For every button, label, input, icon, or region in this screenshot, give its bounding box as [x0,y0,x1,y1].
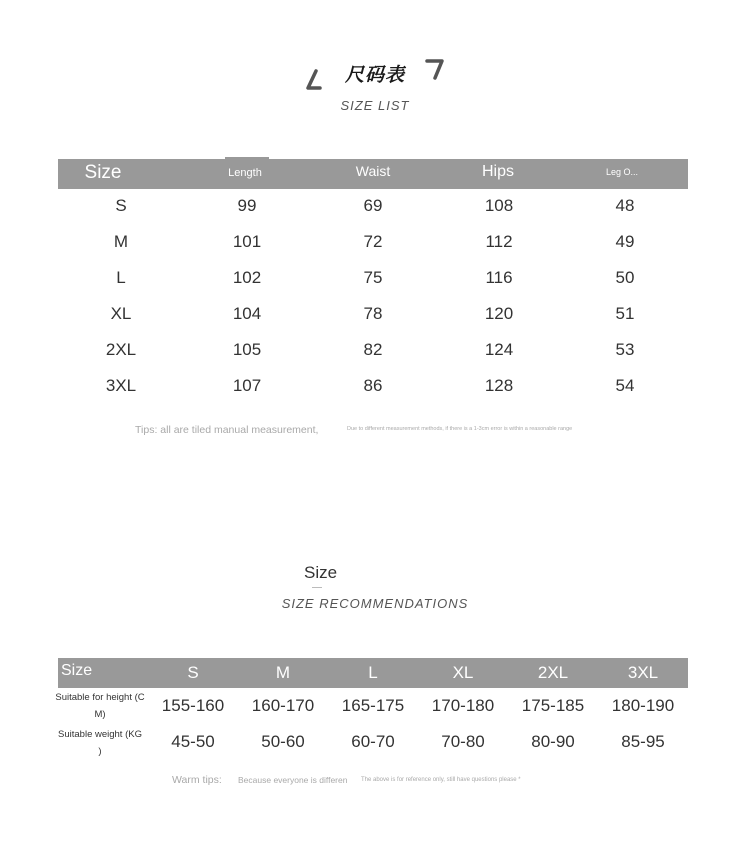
right-bracket-icon [424,56,446,82]
header-length: Length [228,167,262,179]
weight-2xl: 80-90 [531,732,575,751]
rec-header-2xl: 2XL [537,663,569,682]
weight-label-line1: Suitable weight (KG [58,729,142,740]
cell-hips: 116 [485,268,513,287]
cell-waist: 78 [363,304,383,323]
cell-length: 107 [232,376,262,395]
height-label-line1: Suitable for height (C [55,692,145,703]
cell-hips: 124 [484,340,514,359]
recommendation-title: Size [304,563,338,582]
cell-leg: 49 [615,232,635,251]
cell-size: S [115,196,127,215]
title-underline [312,587,322,588]
cell-size: L [116,268,126,287]
header-leg-opening: Leg O... [605,167,639,177]
header-waist: Waist [355,163,391,179]
cell-leg: 54 [615,376,635,395]
header-size: Size [84,162,122,183]
warm-tips-label: Warm tips: [172,774,222,786]
size-chart-title: 尺码表 [344,64,405,86]
height-m: 160-170 [251,696,315,715]
cell-waist: 82 [363,340,383,359]
cell-length: 101 [232,232,262,251]
cell-hips: 108 [484,196,514,215]
weight-label-line2: ) [98,746,102,757]
rec-header-m: M [275,663,291,682]
cell-length: 104 [232,304,262,323]
height-l: 165-175 [341,696,405,715]
warm-tips-text: Because everyone is differen [238,775,348,785]
cell-hips: 120 [484,304,514,323]
cell-leg: 51 [615,304,635,323]
rec-header-s: S [187,663,199,682]
cell-waist: 69 [363,196,383,215]
measurement-tip-note: Due to different measurement methods, if there is a 1-3cm error is within a reasonable range [347,426,573,432]
weight-label [55,726,145,760]
weight-s: 45-50 [171,732,215,751]
cell-waist: 72 [363,232,383,251]
cell-size: M [113,232,129,251]
height-s: 155-160 [161,696,225,715]
height-2xl: 175-185 [521,696,585,715]
cell-leg: 50 [615,268,635,287]
weight-xl: 70-80 [441,732,485,751]
header-tab-marker [225,157,269,159]
cell-length: 99 [237,196,257,215]
height-label-line2: M) [94,709,106,720]
cell-size: XL [110,304,132,323]
cell-waist: 86 [363,376,383,395]
recommendation-subtitle: SIZE RECOMMENDATIONS [281,596,469,611]
rec-header-l: L [368,663,378,682]
height-3xl: 180-190 [611,696,675,715]
height-label [55,689,145,723]
rec-header-size: Size [61,662,93,679]
cell-hips: 112 [485,232,513,251]
height-xl: 170-180 [431,696,495,715]
cell-hips: 128 [484,376,514,395]
size-list-subtitle: SIZE LIST [340,98,410,113]
rec-header-xl: XL [452,663,474,682]
warm-tips-note: The above is for reference only, still have questions please * [361,777,521,783]
cell-leg: 48 [615,196,635,215]
rec-header-3xl: 3XL [627,663,659,682]
cell-leg: 53 [615,340,635,359]
weight-3xl: 85-95 [621,732,665,751]
cell-size: 2XL [105,340,137,359]
cell-size: 3XL [105,376,137,395]
weight-l: 60-70 [351,732,395,751]
cell-length: 102 [232,268,262,287]
cell-waist: 75 [363,268,383,287]
header-hips: Hips [481,163,514,180]
cell-length: 105 [232,340,262,359]
weight-m: 50-60 [261,732,305,751]
measurement-tip: Tips: all are tiled manual measurement, [135,424,319,436]
